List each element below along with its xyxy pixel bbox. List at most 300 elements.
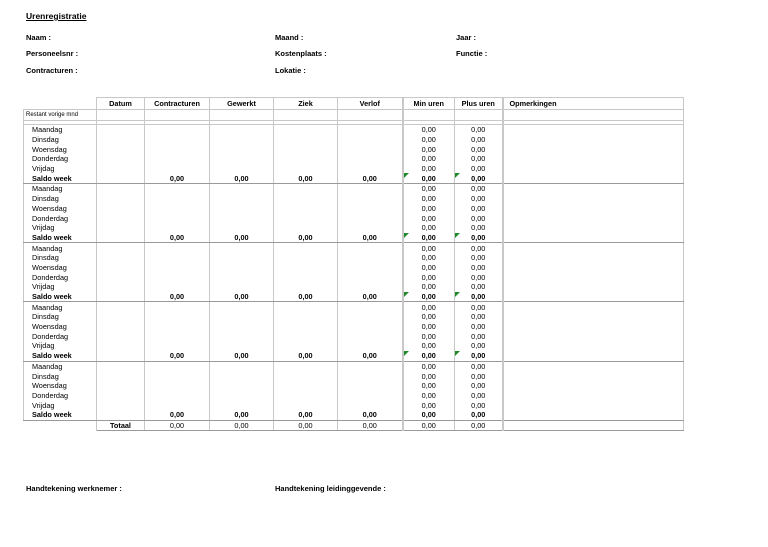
datum-cell	[97, 125, 145, 135]
opmerkingen-cell	[503, 410, 684, 420]
table-row	[24, 263, 684, 273]
verlof-cell	[338, 223, 403, 233]
gewerkt-cell	[210, 144, 274, 154]
verlof-cell	[338, 125, 403, 135]
gewerkt-cell	[210, 400, 274, 410]
verlof-cell	[338, 272, 403, 282]
col-min-uren: Min uren	[403, 98, 455, 110]
contracturen-label: Contracturen :	[26, 66, 78, 75]
gewerkt-cell	[210, 341, 274, 351]
gewerkt-cell	[210, 391, 274, 401]
table-row	[24, 253, 684, 263]
verlof-cell	[338, 282, 403, 292]
opmerkingen-cell	[503, 135, 684, 145]
day-label: Dinsdag	[24, 312, 97, 322]
totaal-plus-uren: 0,00	[455, 420, 503, 431]
signature-werknemer: Handtekening werknemer :	[26, 484, 122, 493]
col-plus-uren: Plus uren	[455, 98, 503, 110]
totaal-min-uren: 0,00	[403, 420, 455, 431]
gewerkt-cell	[210, 243, 274, 253]
day-label: Maandag	[24, 361, 97, 371]
min-uren-cell: 0,00	[403, 184, 455, 194]
ziek-cell	[274, 213, 338, 223]
totaal-contracturen: 0,00	[145, 420, 210, 431]
opmerkingen-cell	[503, 420, 684, 431]
day-label: Vrijdag	[24, 223, 97, 233]
saldo-plus-uren: 0,00	[455, 292, 503, 302]
min-uren-cell: 0,00	[403, 341, 455, 351]
table-row	[24, 282, 684, 292]
gewerkt-cell	[210, 194, 274, 204]
table-row	[24, 194, 684, 204]
saldo-gewerkt: 0,00	[210, 351, 274, 361]
saldo-plus-uren: 0,00	[455, 173, 503, 183]
datum-cell	[97, 253, 145, 263]
datum-cell	[97, 322, 145, 332]
ziek-cell	[274, 194, 338, 204]
plus-uren-cell: 0,00	[455, 391, 503, 401]
gewerkt-cell	[210, 371, 274, 381]
saldo-verlof: 0,00	[338, 351, 403, 361]
saldo-contracturen: 0,00	[145, 173, 210, 183]
restant-cell	[503, 110, 684, 121]
restant-cell	[455, 110, 503, 121]
ziek-cell	[274, 135, 338, 145]
contracturen-cell	[145, 361, 210, 371]
contracturen-cell	[145, 184, 210, 194]
opmerkingen-cell	[503, 173, 684, 183]
day-label: Woensdag	[24, 144, 97, 154]
opmerkingen-cell	[503, 371, 684, 381]
datum-cell	[97, 154, 145, 164]
restant-row	[24, 110, 684, 121]
ziek-cell	[274, 253, 338, 263]
ziek-cell	[274, 204, 338, 214]
saldo-verlof: 0,00	[338, 292, 403, 302]
page-title: Urenregistratie	[26, 11, 87, 21]
day-label: Vrijdag	[24, 282, 97, 292]
table-row	[24, 223, 684, 233]
gewerkt-cell	[210, 381, 274, 391]
contracturen-cell	[145, 213, 210, 223]
totaal-row	[24, 420, 684, 431]
verlof-cell	[338, 371, 403, 381]
datum-cell	[97, 213, 145, 223]
gewerkt-cell	[210, 331, 274, 341]
opmerkingen-cell	[503, 233, 684, 243]
opmerkingen-cell	[503, 381, 684, 391]
ziek-cell	[274, 282, 338, 292]
datum-cell	[97, 400, 145, 410]
col-datum: Datum	[97, 98, 145, 110]
restant-cell	[338, 110, 403, 121]
opmerkingen-cell	[503, 331, 684, 341]
ziek-cell	[274, 302, 338, 312]
saldo-ziek: 0,00	[274, 233, 338, 243]
opmerkingen-cell	[503, 312, 684, 322]
comment-marker-icon	[455, 292, 460, 297]
contracturen-cell	[145, 194, 210, 204]
datum-cell	[97, 312, 145, 322]
min-uren-cell: 0,00	[403, 223, 455, 233]
datum-cell	[97, 381, 145, 391]
comment-marker-icon	[404, 173, 409, 178]
comment-marker-icon	[404, 351, 409, 356]
ziek-cell	[274, 272, 338, 282]
datum-cell	[97, 233, 145, 243]
verlof-cell	[338, 391, 403, 401]
verlof-cell	[338, 243, 403, 253]
gewerkt-cell	[210, 184, 274, 194]
opmerkingen-cell	[503, 184, 684, 194]
day-label: Vrijdag	[24, 341, 97, 351]
contracturen-cell	[145, 223, 210, 233]
opmerkingen-cell	[503, 164, 684, 174]
table-row	[24, 164, 684, 174]
saldo-gewerkt: 0,00	[210, 173, 274, 183]
contracturen-cell	[145, 312, 210, 322]
datum-cell	[97, 272, 145, 282]
min-uren-cell: 0,00	[403, 204, 455, 214]
col-gewerkt: Gewerkt	[210, 98, 274, 110]
jaar-label: Jaar :	[456, 33, 477, 42]
plus-uren-cell: 0,00	[455, 243, 503, 253]
ziek-cell	[274, 243, 338, 253]
min-uren-cell: 0,00	[403, 371, 455, 381]
totaal-ziek: 0,00	[274, 420, 338, 431]
comment-marker-icon	[455, 351, 460, 356]
ziek-cell	[274, 263, 338, 273]
contracturen-cell	[145, 391, 210, 401]
gewerkt-cell	[210, 164, 274, 174]
table-row	[24, 184, 684, 194]
verlof-cell	[338, 381, 403, 391]
day-label: Dinsdag	[24, 253, 97, 263]
table-row	[24, 371, 684, 381]
contracturen-cell	[145, 144, 210, 154]
verlof-cell	[338, 302, 403, 312]
saldo-ziek: 0,00	[274, 351, 338, 361]
min-uren-cell: 0,00	[403, 125, 455, 135]
plus-uren-cell: 0,00	[455, 263, 503, 273]
datum-cell	[97, 361, 145, 371]
saldo-verlof: 0,00	[338, 233, 403, 243]
col-contracturen: Contracturen	[145, 98, 210, 110]
day-label: Donderdag	[24, 272, 97, 282]
opmerkingen-cell	[503, 243, 684, 253]
comment-marker-icon	[455, 173, 460, 178]
datum-cell	[97, 282, 145, 292]
plus-uren-cell: 0,00	[455, 164, 503, 174]
totaal-gewerkt: 0,00	[210, 420, 274, 431]
verlof-cell	[338, 341, 403, 351]
saldo-plus-uren: 0,00	[455, 233, 503, 243]
col-opmerkingen: Opmerkingen	[503, 98, 684, 110]
plus-uren-cell: 0,00	[455, 125, 503, 135]
personeelsnr-label: Personeelsnr :	[26, 49, 79, 58]
datum-cell	[97, 173, 145, 183]
opmerkingen-cell	[503, 400, 684, 410]
opmerkingen-cell	[503, 144, 684, 154]
ziek-cell	[274, 391, 338, 401]
contracturen-cell	[145, 381, 210, 391]
datum-cell	[97, 391, 145, 401]
saldo-week-row	[24, 410, 684, 420]
datum-cell	[97, 410, 145, 420]
datum-cell	[97, 144, 145, 154]
restant-cell	[145, 110, 210, 121]
datum-cell	[97, 351, 145, 361]
plus-uren-cell: 0,00	[455, 154, 503, 164]
saldo-ziek: 0,00	[274, 292, 338, 302]
saldo-ziek: 0,00	[274, 173, 338, 183]
saldo-ziek: 0,00	[274, 410, 338, 420]
plus-uren-cell: 0,00	[455, 204, 503, 214]
plus-uren-cell: 0,00	[455, 194, 503, 204]
ziek-cell	[274, 164, 338, 174]
contracturen-cell	[145, 341, 210, 351]
day-label: Donderdag	[24, 391, 97, 401]
saldo-plus-uren: 0,00	[455, 351, 503, 361]
min-uren-cell: 0,00	[403, 164, 455, 174]
opmerkingen-cell	[503, 341, 684, 351]
plus-uren-cell: 0,00	[455, 371, 503, 381]
datum-cell	[97, 331, 145, 341]
saldo-min-uren: 0,00	[403, 351, 455, 361]
table-row	[24, 144, 684, 154]
comment-marker-icon	[455, 233, 460, 238]
verlof-cell	[338, 154, 403, 164]
ziek-cell	[274, 381, 338, 391]
plus-uren-cell: 0,00	[455, 213, 503, 223]
ziek-cell	[274, 144, 338, 154]
contracturen-cell	[145, 272, 210, 282]
table-row	[24, 302, 684, 312]
saldo-min-uren: 0,00	[403, 292, 455, 302]
opmerkingen-cell	[503, 194, 684, 204]
ziek-cell	[274, 223, 338, 233]
plus-uren-cell: 0,00	[455, 341, 503, 351]
saldo-week-row	[24, 351, 684, 361]
contracturen-cell	[145, 164, 210, 174]
datum-cell	[97, 341, 145, 351]
opmerkingen-cell	[503, 223, 684, 233]
datum-cell	[97, 135, 145, 145]
restant-cell	[403, 110, 455, 121]
table-row	[24, 213, 684, 223]
hours-table	[23, 97, 684, 431]
col-ziek: Ziek	[274, 98, 338, 110]
contracturen-cell	[145, 154, 210, 164]
header-blank	[24, 98, 97, 110]
plus-uren-cell: 0,00	[455, 302, 503, 312]
kostenplaats-label: Kostenplaats :	[275, 49, 327, 58]
saldo-contracturen: 0,00	[145, 292, 210, 302]
table-row	[24, 204, 684, 214]
contracturen-cell	[145, 400, 210, 410]
min-uren-cell: 0,00	[403, 154, 455, 164]
min-uren-cell: 0,00	[403, 282, 455, 292]
min-uren-cell: 0,00	[403, 331, 455, 341]
datum-cell	[97, 194, 145, 204]
totaal-verlof: 0,00	[338, 420, 403, 431]
ziek-cell	[274, 361, 338, 371]
gewerkt-cell	[210, 312, 274, 322]
plus-uren-cell: 0,00	[455, 282, 503, 292]
min-uren-cell: 0,00	[403, 144, 455, 154]
gewerkt-cell	[210, 125, 274, 135]
table-row	[24, 341, 684, 351]
opmerkingen-cell	[503, 125, 684, 135]
min-uren-cell: 0,00	[403, 243, 455, 253]
saldo-contracturen: 0,00	[145, 233, 210, 243]
functie-label: Functie :	[456, 49, 488, 58]
day-label: Maandag	[24, 302, 97, 312]
ziek-cell	[274, 184, 338, 194]
opmerkingen-cell	[503, 322, 684, 332]
ziek-cell	[274, 341, 338, 351]
ziek-cell	[274, 371, 338, 381]
datum-cell	[97, 292, 145, 302]
gewerkt-cell	[210, 322, 274, 332]
opmerkingen-cell	[503, 361, 684, 371]
contracturen-cell	[145, 282, 210, 292]
saldo-week-label: Saldo week	[24, 351, 97, 361]
day-label: Maandag	[24, 184, 97, 194]
plus-uren-cell: 0,00	[455, 272, 503, 282]
day-label: Donderdag	[24, 331, 97, 341]
plus-uren-cell: 0,00	[455, 381, 503, 391]
datum-cell	[97, 223, 145, 233]
verlof-cell	[338, 253, 403, 263]
saldo-week-row	[24, 173, 684, 183]
plus-uren-cell: 0,00	[455, 223, 503, 233]
min-uren-cell: 0,00	[403, 135, 455, 145]
opmerkingen-cell	[503, 302, 684, 312]
opmerkingen-cell	[503, 154, 684, 164]
opmerkingen-cell	[503, 263, 684, 273]
gewerkt-cell	[210, 135, 274, 145]
datum-cell	[97, 371, 145, 381]
gewerkt-cell	[210, 253, 274, 263]
opmerkingen-cell	[503, 282, 684, 292]
restant-cell	[274, 110, 338, 121]
opmerkingen-cell	[503, 391, 684, 401]
saldo-min-uren: 0,00	[403, 173, 455, 183]
opmerkingen-cell	[503, 204, 684, 214]
ziek-cell	[274, 322, 338, 332]
saldo-contracturen: 0,00	[145, 351, 210, 361]
contracturen-cell	[145, 322, 210, 332]
table-row	[24, 154, 684, 164]
min-uren-cell: 0,00	[403, 253, 455, 263]
min-uren-cell: 0,00	[403, 263, 455, 273]
gewerkt-cell	[210, 213, 274, 223]
saldo-week-label: Saldo week	[24, 410, 97, 420]
min-uren-cell: 0,00	[403, 361, 455, 371]
saldo-verlof: 0,00	[338, 410, 403, 420]
table-row	[24, 331, 684, 341]
datum-cell	[97, 204, 145, 214]
plus-uren-cell: 0,00	[455, 400, 503, 410]
contracturen-cell	[145, 263, 210, 273]
saldo-week-row	[24, 292, 684, 302]
table-row	[24, 243, 684, 253]
maand-label: Maand :	[275, 33, 304, 42]
plus-uren-cell: 0,00	[455, 331, 503, 341]
saldo-week-row	[24, 233, 684, 243]
verlof-cell	[338, 263, 403, 273]
opmerkingen-cell	[503, 272, 684, 282]
saldo-week-label: Saldo week	[24, 173, 97, 183]
restant-label: Restant vorige mnd	[24, 110, 97, 121]
verlof-cell	[338, 135, 403, 145]
table-row	[24, 361, 684, 371]
table-row	[24, 135, 684, 145]
opmerkingen-cell	[503, 292, 684, 302]
gewerkt-cell	[210, 204, 274, 214]
plus-uren-cell: 0,00	[455, 184, 503, 194]
saldo-week-label: Saldo week	[24, 233, 97, 243]
contracturen-cell	[145, 243, 210, 253]
min-uren-cell: 0,00	[403, 194, 455, 204]
restant-cell	[210, 110, 274, 121]
verlof-cell	[338, 144, 403, 154]
gewerkt-cell	[210, 282, 274, 292]
plus-uren-cell: 0,00	[455, 361, 503, 371]
naam-label: Naam :	[26, 33, 52, 42]
contracturen-cell	[145, 331, 210, 341]
table-row	[24, 381, 684, 391]
ziek-cell	[274, 125, 338, 135]
min-uren-cell: 0,00	[403, 302, 455, 312]
verlof-cell	[338, 400, 403, 410]
contracturen-cell	[145, 204, 210, 214]
day-label: Woensdag	[24, 381, 97, 391]
col-verlof: Verlof	[338, 98, 403, 110]
totaal-label: Totaal	[97, 420, 145, 431]
verlof-cell	[338, 213, 403, 223]
day-label: Maandag	[24, 125, 97, 135]
day-label: Maandag	[24, 243, 97, 253]
saldo-gewerkt: 0,00	[210, 233, 274, 243]
datum-cell	[97, 164, 145, 174]
saldo-gewerkt: 0,00	[210, 292, 274, 302]
day-label: Donderdag	[24, 213, 97, 223]
verlof-cell	[338, 322, 403, 332]
opmerkingen-cell	[503, 351, 684, 361]
day-label: Donderdag	[24, 154, 97, 164]
opmerkingen-cell	[503, 253, 684, 263]
datum-cell	[97, 263, 145, 273]
min-uren-cell: 0,00	[403, 213, 455, 223]
day-label: Woensdag	[24, 322, 97, 332]
contracturen-cell	[145, 125, 210, 135]
saldo-min-uren: 0,00	[403, 410, 455, 420]
gewerkt-cell	[210, 223, 274, 233]
table-header-row	[24, 98, 684, 110]
saldo-min-uren: 0,00	[403, 233, 455, 243]
plus-uren-cell: 0,00	[455, 312, 503, 322]
datum-cell	[97, 302, 145, 312]
verlof-cell	[338, 204, 403, 214]
comment-marker-icon	[404, 233, 409, 238]
gewerkt-cell	[210, 154, 274, 164]
saldo-week-label: Saldo week	[24, 292, 97, 302]
verlof-cell	[338, 184, 403, 194]
gewerkt-cell	[210, 361, 274, 371]
verlof-cell	[338, 194, 403, 204]
